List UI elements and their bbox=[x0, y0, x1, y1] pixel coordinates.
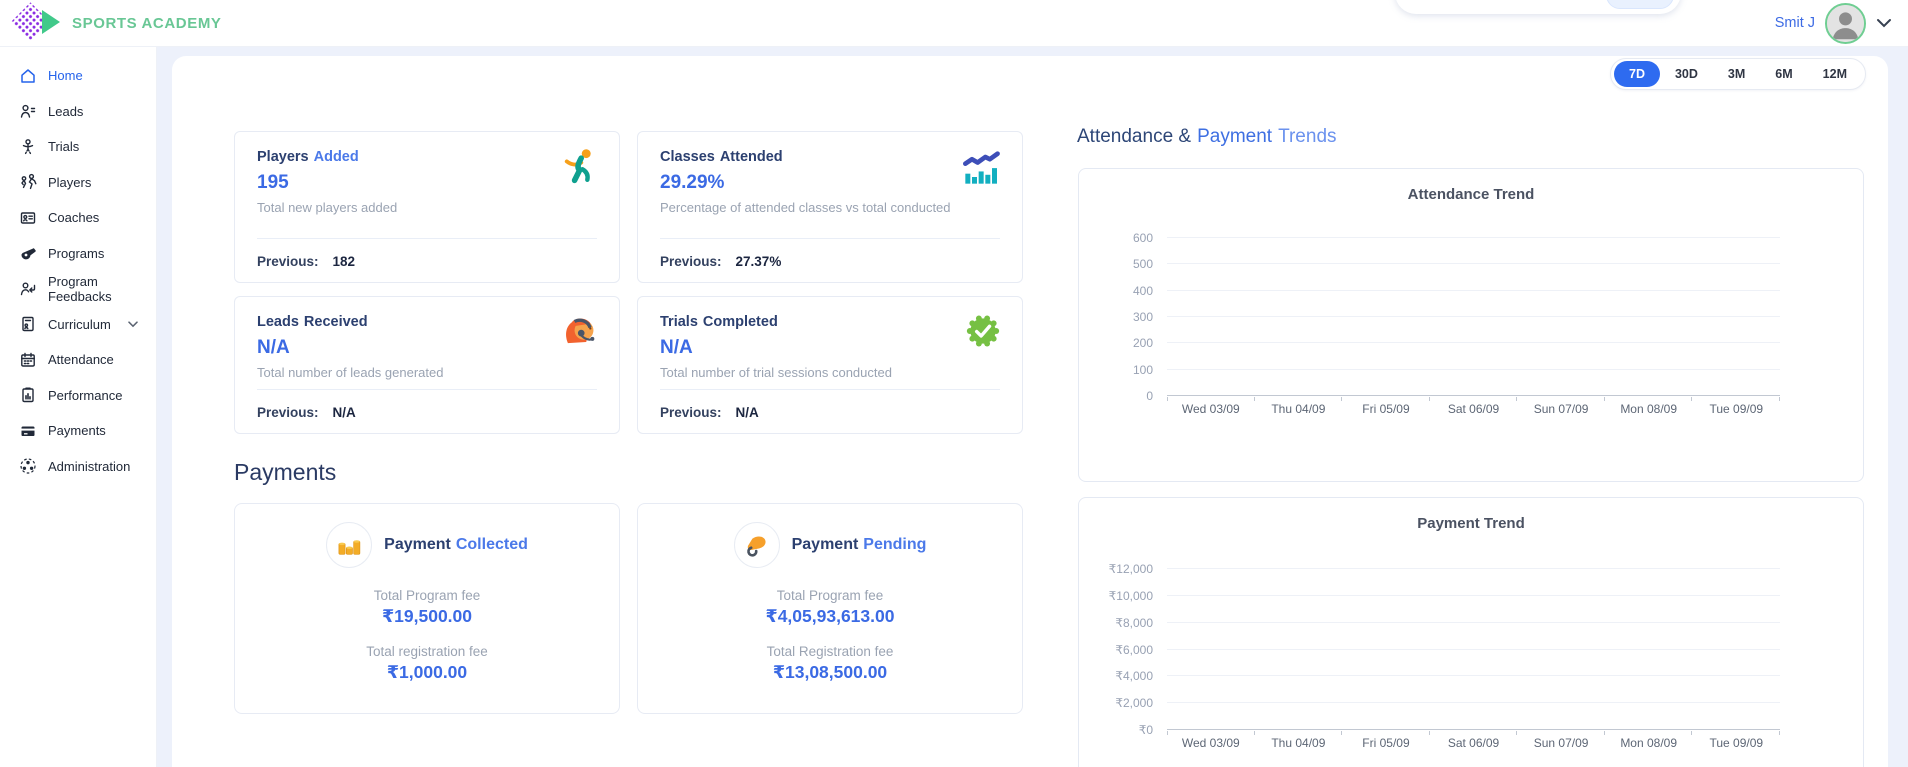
y-tick-label: ₹10,000 bbox=[1108, 588, 1153, 603]
bar-slot bbox=[1167, 238, 1255, 396]
y-axis bbox=[1079, 562, 1159, 737]
x-axis bbox=[1167, 402, 1780, 416]
x-tick-label: Sun 07/09 bbox=[1533, 402, 1589, 416]
user-silhouette-icon bbox=[1827, 5, 1864, 42]
sidebar-item-label: Coaches bbox=[48, 210, 100, 226]
stat-card-leads-received: Leads Received N/A Total number of leads generated Previous: N/A bbox=[234, 296, 620, 434]
attendance-trend-chart bbox=[1078, 168, 1864, 482]
bar-line-chart-icon bbox=[962, 147, 1002, 187]
x-tick-label: Mon 08/09 bbox=[1620, 402, 1678, 416]
user-menu[interactable] bbox=[1775, 0, 1892, 46]
chevron-down-icon[interactable] bbox=[1876, 18, 1892, 28]
time-filter-7d[interactable]: 7D bbox=[1614, 61, 1660, 87]
time-filter-3m[interactable]: 3M bbox=[1713, 61, 1760, 87]
brand-name: SPORTS ACADEMY bbox=[72, 14, 222, 32]
sidebar-item-label: Performance bbox=[48, 387, 123, 403]
main-content bbox=[172, 56, 1888, 767]
previous-value: N/A bbox=[332, 405, 356, 420]
stat-value: 29.29% bbox=[660, 172, 725, 193]
sidebar-item-programs[interactable] bbox=[0, 236, 156, 272]
y-axis bbox=[1079, 231, 1159, 403]
y-tick-label: 600 bbox=[1132, 231, 1153, 245]
bar-slot bbox=[1342, 238, 1430, 396]
previous-value: 182 bbox=[332, 254, 356, 269]
payments-section-heading: Payments bbox=[234, 459, 337, 485]
sidebar-item-administration[interactable] bbox=[0, 449, 156, 485]
plot-area bbox=[1167, 569, 1780, 730]
payments-icon bbox=[19, 422, 37, 440]
sidebar-item-leads[interactable] bbox=[0, 94, 156, 130]
bar-slot bbox=[1692, 238, 1780, 396]
previous-label: Previous: bbox=[660, 405, 722, 420]
administration-icon bbox=[19, 457, 37, 475]
logo-play-icon bbox=[42, 10, 60, 34]
stat-value: N/A bbox=[660, 337, 693, 358]
sidebar-item-label: Programs bbox=[48, 245, 105, 261]
user-name: Smit J bbox=[1774, 15, 1815, 31]
sidebar-item-home[interactable] bbox=[0, 58, 156, 94]
programs-icon bbox=[19, 244, 37, 262]
y-tick-label: ₹8,000 bbox=[1115, 615, 1153, 630]
sidebar-item-label: Trials bbox=[48, 139, 80, 155]
stat-value: N/A bbox=[257, 337, 290, 358]
x-tick-label: Fri 05/09 bbox=[1362, 736, 1410, 750]
search-action-pill[interactable] bbox=[1606, 0, 1674, 9]
chart-title: Attendance Trend bbox=[1407, 186, 1535, 203]
stat-description: Total number of trial sessions conducted bbox=[660, 365, 892, 380]
sidebar-item-label: Home bbox=[48, 68, 83, 84]
bar-slot bbox=[1517, 238, 1605, 396]
bar-slot bbox=[1255, 569, 1343, 730]
sidebar-item-label: Administration bbox=[48, 458, 131, 474]
previous-label: Previous: bbox=[660, 254, 722, 269]
x-tick-label: Wed 03/09 bbox=[1181, 736, 1240, 750]
x-tick-label: Tue 09/09 bbox=[1709, 402, 1764, 416]
leads-icon bbox=[19, 102, 37, 120]
payment-collected-card: Payment Collected Total Program fee ₹19,500.00 Total registration fee ₹1,000.00 bbox=[234, 503, 620, 714]
trends-heading: Attendance & Payment Trends bbox=[1077, 126, 1337, 147]
y-tick-label: ₹0 bbox=[1138, 723, 1153, 737]
card-title: Leads bbox=[257, 314, 299, 330]
card-title: Payment bbox=[384, 536, 451, 553]
stat-value: 195 bbox=[257, 172, 289, 193]
bar-slot bbox=[1517, 569, 1605, 730]
sidebar-item-players[interactable] bbox=[0, 165, 156, 201]
sidebar-item-payments[interactable] bbox=[0, 413, 156, 449]
fee-value: ₹19,500.00 bbox=[381, 606, 473, 626]
fee-value: ₹13,08,500.00 bbox=[772, 662, 888, 682]
bar-slot bbox=[1255, 238, 1343, 396]
coins-icon bbox=[326, 522, 372, 568]
fee-value: ₹4,05,93,613.00 bbox=[765, 606, 895, 626]
sidebar-item-label: Payments bbox=[48, 423, 106, 439]
avatar[interactable] bbox=[1825, 3, 1866, 44]
sidebar-item-attendance[interactable] bbox=[0, 342, 156, 378]
bar-slot bbox=[1342, 569, 1430, 730]
sidebar-item-performance[interactable] bbox=[0, 378, 156, 414]
x-tick-label: Fri 05/09 bbox=[1362, 402, 1410, 416]
divider bbox=[257, 238, 597, 239]
app-logo[interactable] bbox=[10, 1, 222, 45]
sidebar-item-curriculum[interactable] bbox=[0, 307, 156, 343]
fee-label: Total registration fee bbox=[366, 644, 488, 659]
trials-icon bbox=[19, 138, 37, 156]
badge-check-icon bbox=[964, 312, 1002, 350]
bar-slot bbox=[1605, 569, 1693, 730]
logo-diamond-icon bbox=[10, 1, 64, 45]
search-bar[interactable] bbox=[1395, 0, 1681, 14]
x-tick-label: Mon 08/09 bbox=[1620, 736, 1678, 750]
top-bar bbox=[0, 0, 1908, 47]
card-title: Payment bbox=[791, 536, 859, 553]
payment-pending-card: Payment Pending Total Program fee ₹4,05,93,613.00 Total Registration fee ₹13,08,500.00 bbox=[637, 503, 1023, 714]
feedbacks-icon bbox=[19, 280, 37, 298]
divider bbox=[257, 389, 597, 390]
divider bbox=[660, 389, 1000, 390]
y-tick-label: ₹4,000 bbox=[1115, 669, 1153, 684]
home-icon bbox=[19, 67, 37, 85]
sidebar-item-label: Curriculum bbox=[48, 316, 111, 332]
fee-label: Total Registration fee bbox=[766, 644, 894, 659]
stat-card-classes-attended: Classes Attended 29.29% Percentage of attended classes vs total conducted Previous: 27.37% bbox=[637, 131, 1023, 283]
card-title: Players bbox=[257, 149, 309, 165]
sidebar-item-coaches[interactable] bbox=[0, 200, 156, 236]
time-filter-6m[interactable]: 6M bbox=[1760, 61, 1807, 87]
y-tick-label: ₹12,000 bbox=[1108, 562, 1153, 576]
bar-slot bbox=[1430, 569, 1518, 730]
x-tick-label: Sat 06/09 bbox=[1447, 736, 1500, 750]
bar-slot bbox=[1605, 238, 1693, 396]
payment-trend-chart bbox=[1078, 497, 1864, 767]
y-tick-label: 400 bbox=[1132, 283, 1153, 298]
previous-value: N/A bbox=[735, 405, 759, 420]
stat-card-players-added: Players Added 195 Total new players added Previous: 182 bbox=[234, 131, 620, 283]
curriculum-icon bbox=[19, 315, 37, 333]
sidebar bbox=[0, 46, 157, 767]
card-title: Classes bbox=[660, 149, 715, 165]
plot-area bbox=[1167, 238, 1780, 396]
x-tick-label: Wed 03/09 bbox=[1181, 402, 1240, 416]
previous-label: Previous: bbox=[257, 254, 319, 269]
sidebar-item-trials[interactable] bbox=[0, 129, 156, 165]
y-tick-label: 300 bbox=[1132, 310, 1153, 324]
sidebar-item-label: Players bbox=[48, 174, 92, 190]
fee-label: Total Program fee bbox=[776, 588, 884, 603]
time-filter-12m[interactable]: 12M bbox=[1808, 61, 1862, 87]
divider bbox=[660, 238, 1000, 239]
x-axis bbox=[1167, 736, 1780, 750]
attendance-icon bbox=[19, 351, 37, 369]
stat-description: Total new players added bbox=[257, 200, 398, 215]
x-tick-label: Thu 04/09 bbox=[1271, 736, 1326, 750]
y-tick-label: 0 bbox=[1146, 389, 1153, 403]
hand-coin-icon bbox=[734, 522, 780, 568]
card-title: Trials bbox=[660, 314, 698, 330]
chevron-down-icon bbox=[128, 321, 138, 328]
chart-title: Payment Trend bbox=[1417, 515, 1525, 532]
sidebar-item-program-feedbacks[interactable] bbox=[0, 271, 156, 307]
bar-slot bbox=[1430, 238, 1518, 396]
x-tick-label: Tue 09/09 bbox=[1709, 736, 1764, 750]
bar-slot bbox=[1692, 569, 1780, 730]
x-tick-label: Thu 04/09 bbox=[1271, 402, 1326, 416]
headset-agent-icon bbox=[559, 312, 599, 352]
x-tick-label: Sat 06/09 bbox=[1447, 402, 1500, 416]
y-tick-label: 500 bbox=[1132, 257, 1153, 272]
y-tick-label: 200 bbox=[1132, 336, 1153, 351]
x-tick-label: Sun 07/09 bbox=[1533, 736, 1589, 750]
performance-icon bbox=[19, 386, 37, 404]
stat-description: Percentage of attended classes vs total conducted bbox=[660, 200, 951, 215]
coaches-icon bbox=[19, 209, 37, 227]
players-icon bbox=[19, 173, 37, 191]
stat-card-trials-completed: Trials Completed N/A Total number of trial sessions conducted Previous: N/A bbox=[637, 296, 1023, 434]
sidebar-item-label: Attendance bbox=[48, 352, 114, 368]
y-tick-label: 100 bbox=[1132, 362, 1153, 377]
fee-label: Total Program fee bbox=[373, 588, 481, 603]
sidebar-item-label: Leads bbox=[48, 103, 84, 119]
sidebar-item-label: Program Feedbacks bbox=[48, 273, 112, 304]
time-range-filter bbox=[1610, 58, 1866, 90]
previous-value: 27.37% bbox=[735, 254, 782, 269]
previous-label: Previous: bbox=[257, 405, 319, 420]
y-tick-label: ₹2,000 bbox=[1115, 696, 1153, 711]
bar-slot bbox=[1167, 569, 1255, 730]
runner-icon bbox=[559, 147, 599, 187]
fee-value: ₹1,000.00 bbox=[386, 662, 468, 682]
time-filter-30d[interactable]: 30D bbox=[1660, 61, 1713, 87]
stat-description: Total number of leads generated bbox=[257, 365, 444, 380]
y-tick-label: ₹6,000 bbox=[1115, 642, 1153, 657]
